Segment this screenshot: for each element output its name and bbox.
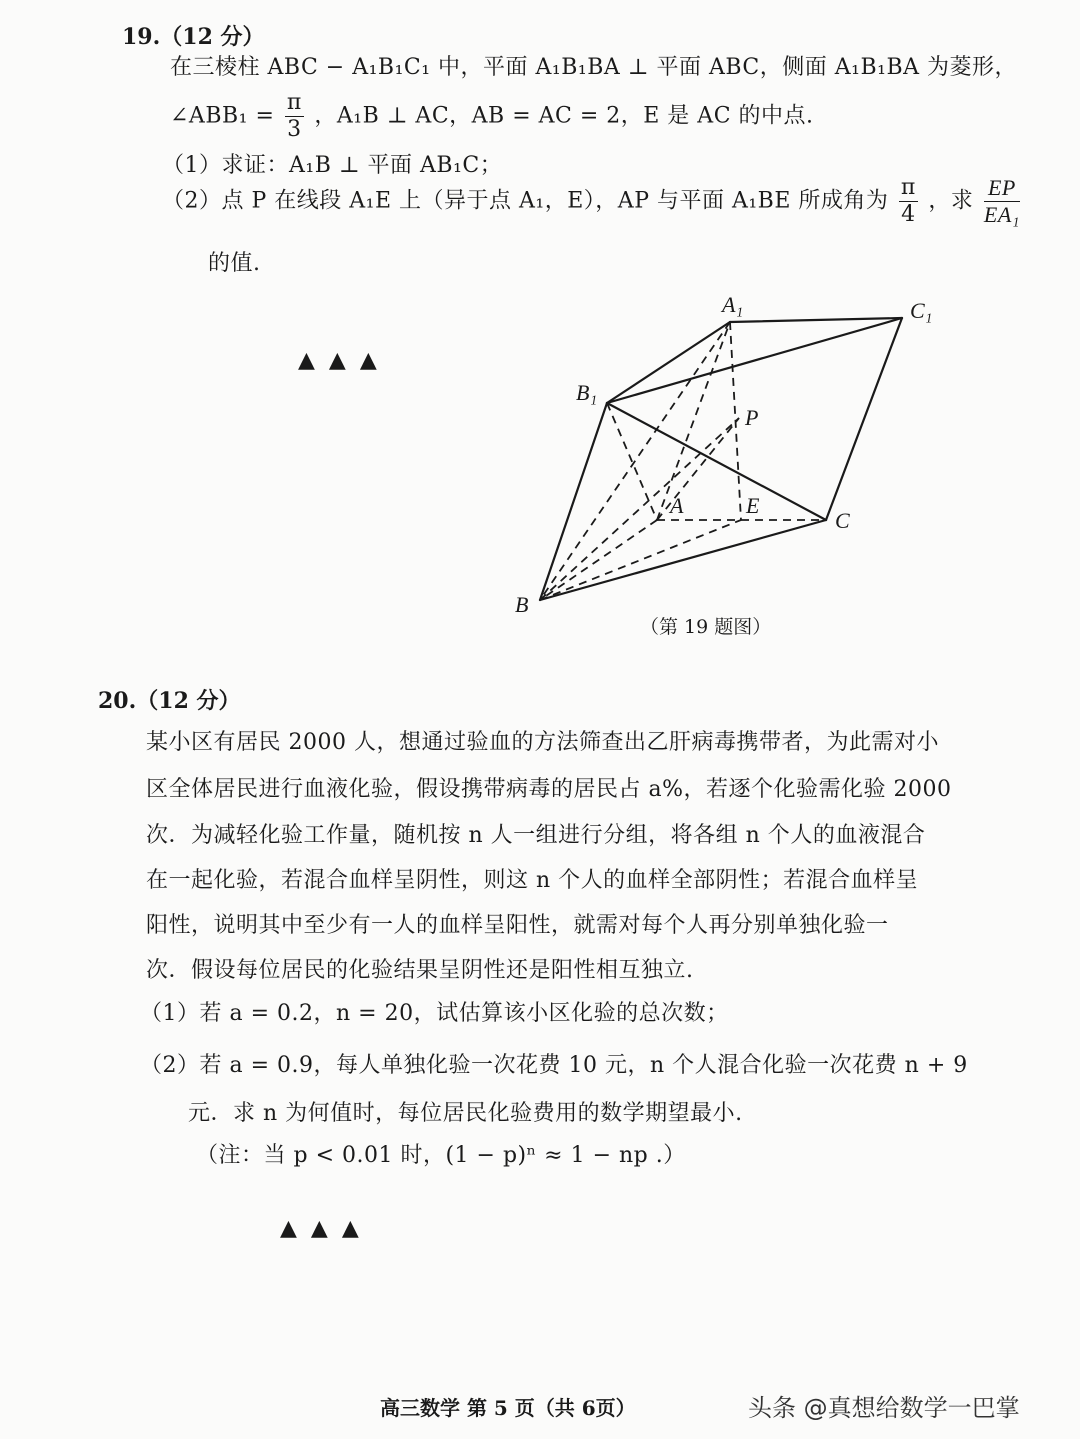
prism-figure <box>0 0 1080 660</box>
q20-stem-line: 在一起化验，若混合血样呈阴性，则这 n 个人的血样全部阴性；若混合血样呈 <box>146 868 919 893</box>
edge-B1-C <box>607 403 826 520</box>
q20-stem-line: 区全体居民进行血液化验，假设携带病毒的居民占 a%，若逐个化验需化验 2000 <box>146 777 952 802</box>
q19-part2-end: 的值. <box>208 251 261 276</box>
label-P: P <box>745 405 759 430</box>
watermark: 头条 @真想给数学一巴掌 <box>748 1394 1020 1422</box>
q20-stem-line: 某小区有居民 2000 人，想通过验血的方法筛查出乙肝病毒携带者，为此需对小 <box>146 730 939 755</box>
q19-figure-caption: （第 19 题图） <box>640 616 772 638</box>
label-E: E <box>746 493 760 518</box>
label-C1: C₁ <box>910 298 933 323</box>
q20-stem-line: 阳性，说明其中至少有一人的血样呈阳性，就需对每个人再分别单独化验一 <box>146 913 889 938</box>
pi-over-3-fraction: $\frac{\pi}{3}$ <box>286 90 302 142</box>
pi-over-4-fraction: $\frac{\pi}{4}$ <box>900 175 916 227</box>
q19-number: 19.（12 分） <box>122 24 265 50</box>
edge-C1-C <box>826 318 902 520</box>
edge-A1-B <box>540 322 730 600</box>
q19-score: （12 分） <box>160 24 265 50</box>
q19-stem-line2: ∠ABB₁ = $\frac{\pi}{3}$ ，A₁B ⊥ AC，AB = AC = 2，E 是 AC 的中点. <box>170 90 814 142</box>
q20-stem-line: 次．假设每位居民的化验结果呈阴性还是阳性相互独立. <box>146 958 694 983</box>
edge-A-B <box>540 520 657 600</box>
edge-A1-B1 <box>607 322 730 403</box>
q20-part1: （1）若 a = 0.2，n = 20，试估算该小区化验的总次数； <box>140 1001 729 1026</box>
q20-part2-line2: 元．求 n 为何值时，每位居民化验费用的数学期望最小. <box>188 1101 743 1126</box>
label-B: B <box>515 592 529 617</box>
q20-stem-line: 次．为减轻化验工作量，随机按 n 人一组进行分组，将各组 n 个人的血液混合 <box>146 823 926 848</box>
q19-part1: （1）求证：A₁B ⊥ 平面 AB₁C； <box>162 153 503 178</box>
q20-part2-line1: （2）若 a = 0.9，每人单独化验一次花费 10 元，n 个人混合化验一次花费 n + 9 <box>140 1053 968 1078</box>
q20-end-triangles: ▲▲▲ <box>280 1216 373 1241</box>
edge-A-A1 <box>657 322 730 520</box>
q19-end-triangles: ▲▲▲ <box>298 348 391 373</box>
q20-score: （12 分） <box>136 688 241 714</box>
label-B1: B₁ <box>576 380 598 405</box>
edge-B1-C1 <box>607 318 902 403</box>
page-footer: 高三数学 第 5 页（共 6页） <box>380 1396 636 1420</box>
q19-part2: （2）点 P 在线段 A₁E 上（异于点 A₁，E），AP 与平面 A₁BE 所成角为 $\frac{\pi}{4}$ ，求 $\frac{EP}{\text{EA₁}}$ <box>162 175 1020 227</box>
label-A: A <box>670 493 684 518</box>
label-A1: A₁ <box>722 292 744 317</box>
q20-note: （注：当 p < 0.01 时，(1 − p)ⁿ ≈ 1 − np .） <box>196 1143 686 1168</box>
ep-over-ea1-fraction: $\frac{EP}{\text{EA₁}}$ <box>983 175 1020 227</box>
edge-A1-C1 <box>730 318 902 322</box>
label-C: C <box>835 508 850 533</box>
q19-stem-line1: 在三棱柱 ABC − A₁B₁C₁ 中，平面 A₁B₁BA ⊥ 平面 ABC，侧面 A₁B₁BA 为菱形， <box>170 55 1017 80</box>
q20-number: 20.（12 分） <box>98 688 241 714</box>
edge-B1-A <box>607 403 657 520</box>
